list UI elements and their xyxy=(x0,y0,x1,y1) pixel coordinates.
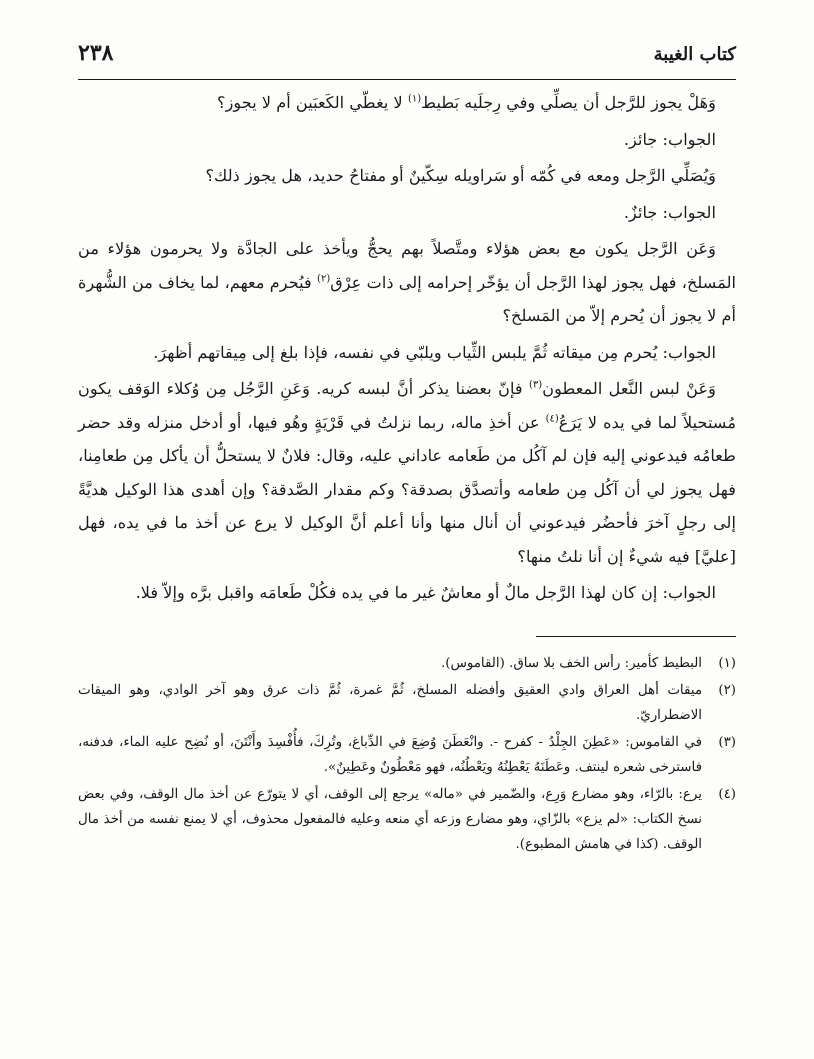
footnote-number: (٣) xyxy=(718,734,736,750)
footnote-text: يرع: بالرّاء، وهو مضارع وَرِع، والضّمير في «ماله» يرجع إلى الوقف، أي لا يتورّع عن أخذ مال الوقف، وفي بعض نسخ الكتاب: «لم يزع» بالزّاي، وهو مضارع وزعه أي منعه وعليه فالمفعول محذوف، أي لا يمنع نفسه من أخذ مال الوقف. (كذا في هامش المطبوع). xyxy=(78,786,702,852)
running-title: كتاب الغيبة xyxy=(653,44,736,65)
footnote-text: البطيط كأمير: رأس الخف بلا ساق. (القاموس). xyxy=(441,655,702,671)
footnote xyxy=(78,730,736,780)
paragraph: الجواب: يُحرم مِن ميقاته ثُمَّ يلبس الثِّياب ويلبّي في نفسه، فإذا بلغ إلى مِيقاتهم أظهرَ. xyxy=(153,342,716,362)
footnote xyxy=(78,678,736,728)
footnote-number: (٤) xyxy=(718,786,736,802)
page-number: ٢٣٨ xyxy=(78,40,114,66)
paragraph: وَيُصَلِّي الرَّجل ومعه في كُمّه أو سَراويله سِكّينٌ أو مفتاحُ حديد، هل يجوز ذلك؟ xyxy=(205,166,716,185)
paragraph: وَعَنْ لبس النَّعل المعطون$^{(٣)}$ فإنّ بعضنا يذكر أنَّ لبسه كريه. وَعَنِ الرَّجُل مِن وُكلاء الوَقف يكون مُستحيلاً لما في يده لا يَرَعُ$^{(٤)}$ عن أخذِ ماله، ربما نزلتُ في قَرْيَةٍ وهُو فيها، أو أدخل منزله وقد حضر طعامُه فيدعوني إليه فإن لم آكُل من طَعامه عاداني عليه، وقال: فلانٌ لا يستحلُّ أن يأكل مِن طعامِنا، فهل يجوز لي أن آكُل مِن طعامه وأتصدَّق بصدقة؟ وكم مقدار الصَّدقة؟ وإن أهدى هذا الوكيل هديَّةً إلى رجلٍ آخرَ فأحضُر فيدعوني أن أنال منها وأنا أعلم أنَّ الوكيل لا يرع عن أخذ ما في يده، فهل [عليَّ] فيه شيءٌ إن أنا نلتُ منها؟ xyxy=(78,379,736,566)
footnote-ref: (٣) xyxy=(529,379,543,391)
footnotes xyxy=(78,651,736,857)
footnote-text: ميقات أهل العراق وادي العقيق وأفضله المسلخ، ثُمَّ غمرة، ثُمَّ ذات عرق وهو آخر الوادي، وهو الميقات الاضطراريّ. xyxy=(78,682,702,723)
paragraph: الجواب: جائزٌ. xyxy=(623,202,716,222)
footnote-ref: (٢) xyxy=(317,273,331,285)
footnote-ref: (١) xyxy=(407,93,422,105)
footnote-text: في القاموس: «عَطِنَ الجِلْدُ - كفرح -. وانْعَطَنَ وُضِعَ في الدِّباغ، وتُرِكَ، فأُفْسِدَ وأَنْتَنَ، أو نُضِح عليه الماء، فدفنه، فاسترخى شعره لينتف. وعَطَنَهُ يَعْطِنُهُ ويَعْطُنُه، فهو مَعْطُونٌ وعَطِينٌ». xyxy=(78,734,702,775)
footnote xyxy=(78,782,736,857)
paragraph: الجواب: جائز. xyxy=(623,129,716,149)
footnote-divider xyxy=(536,636,736,637)
footnote-number: (٢) xyxy=(718,682,736,698)
paragraph: الجواب: إن كان لهذا الرَّجل مالٌ أو معاشٌ غير ما في يده فكُلْ طَعامَه واقبل برَّه وإلاّ فلا. xyxy=(135,583,716,602)
paragraph: وَعَن الرَّجل يكون مع بعض هؤلاء ومتَّصلاً بهم يحجُّ ويأخذ على الجادَّة ولا يحرمون هؤلاء من المَسلخ، فهل يجوز لهذا الرَّجل أن يؤخّر إحرامه إلى ذات عِرْق$^{(٢)}$ فيُحرم معهم، لما يخاف من الشُّهرة أم لا يجوز أن يُحرم إلاّ من المَسلخ؟ xyxy=(78,239,736,325)
page-header xyxy=(78,40,736,80)
footnote xyxy=(78,651,736,676)
main-text xyxy=(78,86,736,610)
footnote-number: (١) xyxy=(718,655,736,671)
paragraph: وَهَلْ يجوز للرَّجل أن يصلِّي وفي رِجلَيه بَطيط$^{(١)}$ لا يغطّي الكَعبَين أم لا يجوز؟ xyxy=(216,93,716,112)
footnote-ref: (٤) xyxy=(545,413,559,425)
